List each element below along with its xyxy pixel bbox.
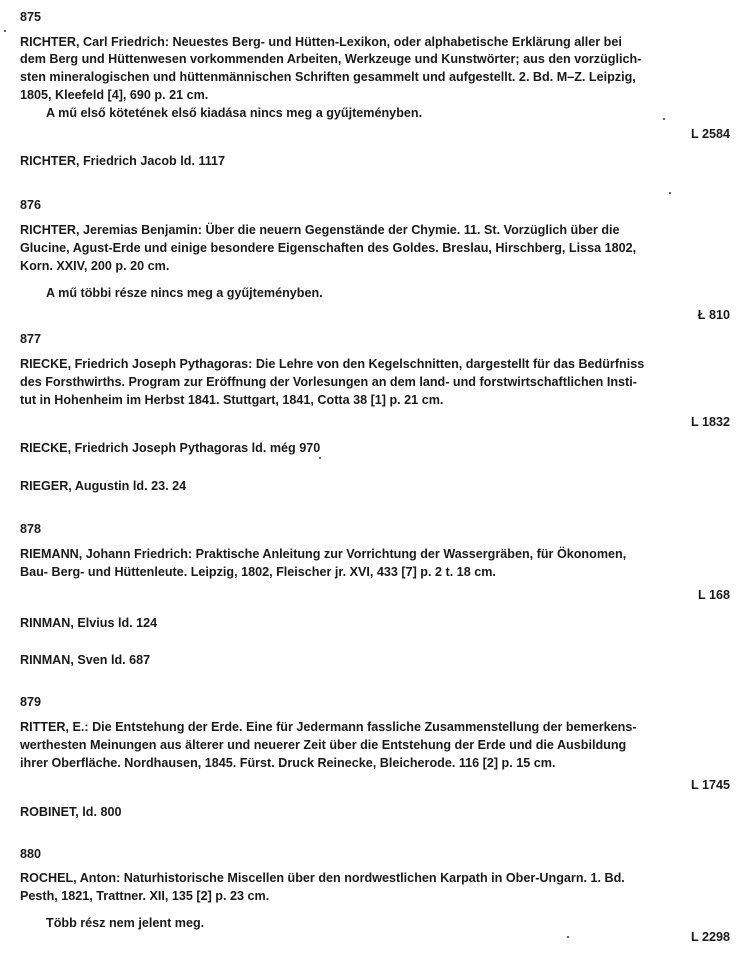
entry-text-line: RICHTER, Jeremias Benjamin: Über die neuern Gegenstände der Chymie. 11. St. Vorzüglich über die (20, 223, 620, 237)
entry-text-line: tut in Hohenheim im Herbst 1841. Stuttgart, 1841, Cotta 38 [1] p. 21 cm. (20, 393, 444, 407)
call-number: L 2584 (691, 127, 730, 141)
entry-text-line: des Forsthwirths. Program zur Eröffnung der Vorlesungen an dem land- und forstwirtschaftlichen Insti- (20, 375, 637, 389)
entry-text-line: Bau- Berg- und Hüttenleute. Leipzig, 1802, Fleischer jr. XVI, 433 [7] p. 2 t. 18 cm. (20, 565, 496, 579)
entry-text-line: ihrer Oberfläche. Nordhausen, 1845. Fürst. Druck Reinecke, Bleicherode. 116 [2] p. 15 cm. (20, 756, 556, 770)
cross-reference: RIECKE, Friedrich Joseph Pythagoras ld. még 970 (20, 441, 321, 455)
scan-speck (319, 457, 321, 459)
call-number: L 2298 (691, 930, 730, 944)
entry-text-line: sten mineralogischen und hüttenmännischen Schriften gesammelt und aufgestellt. 2. Bd. M–Z. Leipzig, (20, 70, 636, 84)
cross-reference: ROBINET, ld. 800 (20, 805, 122, 819)
entry-text-line: RICHTER, Carl Friedrich: Neuestes Berg- und Hütten-Lexikon, oder alphabetische Erklärung aller bei (20, 35, 622, 49)
entry-number: 878 (20, 522, 42, 536)
call-number: L 168 (698, 588, 730, 602)
call-number: L 1745 (691, 778, 730, 792)
cross-reference: RINMAN, Elvius ld. 124 (20, 616, 158, 630)
cross-reference: RIEGER, Augustin ld. 23. 24 (20, 479, 187, 493)
scan-speck (567, 936, 569, 938)
scan-speck (669, 192, 671, 194)
cross-reference: RICHTER, Friedrich Jacob ld. 1117 (20, 154, 226, 168)
entry-number: 876 (20, 198, 42, 212)
entry-text-line: 1805, Kleefeld [4], 690 p. 21 cm. (20, 88, 209, 102)
entry-text-line: dem Berg und Hüttenwesen vorkommenden Arbeiten, Werkzeuge und Kunstwörter; aus den vorzüglich- (20, 52, 642, 66)
entry-number: 879 (20, 695, 42, 709)
entry-note: Több rész nem jelent meg. (46, 916, 205, 930)
entry-text-line: werthesten Meinungen aus älterer und neuerer Zeit über die Entstehung der Erde und die Ausbildung (20, 738, 627, 752)
call-number: Ł 810 (697, 308, 730, 322)
entry-number: 875 (20, 10, 42, 24)
entry-text-line: ROCHEL, Anton: Naturhistorische Miscellen über den nordwestlichen Karpath in Ober-Ungarn. 1. Bd. (20, 871, 625, 885)
entry-text-line: Korn. XXIV, 200 p. 20 cm. (20, 259, 170, 273)
entry-text-line: Pesth, 1821, Trattner. XII, 135 [2] p. 23 cm. (20, 889, 270, 903)
scan-speck (663, 118, 665, 120)
entry-note: A mű többi része nincs meg a gyűjteményben. (46, 286, 323, 300)
cross-reference: RINMAN, Sven ld. 687 (20, 653, 151, 667)
entry-number: 880 (20, 847, 42, 861)
call-number: L 1832 (691, 415, 730, 429)
entry-text-line: Glucine, Agust-Erde und einige besondere Eigenschaften des Goldes. Breslau, Hirschberg, Lissa 1802, (20, 241, 637, 255)
entry-text-line: RIECKE, Friedrich Joseph Pythagoras: Die Lehre von den Kegelschnitten, dargestellt für das Bedürfniss (20, 357, 645, 371)
entry-note: A mű első kötetének első kiadása nincs meg a gyűjteményben. (46, 106, 423, 120)
scan-speck (4, 30, 6, 32)
entry-text-line: RIEMANN, Johann Friedrich: Praktische Anleitung zur Vorrichtung der Wassergräben, für Ökonomen, (20, 547, 627, 561)
entry-text-line: RITTER, E.: Die Entstehung der Erde. Eine für Jedermann fassliche Zusammenstellung der bemerkens- (20, 720, 637, 734)
entry-number: 877 (20, 332, 42, 346)
